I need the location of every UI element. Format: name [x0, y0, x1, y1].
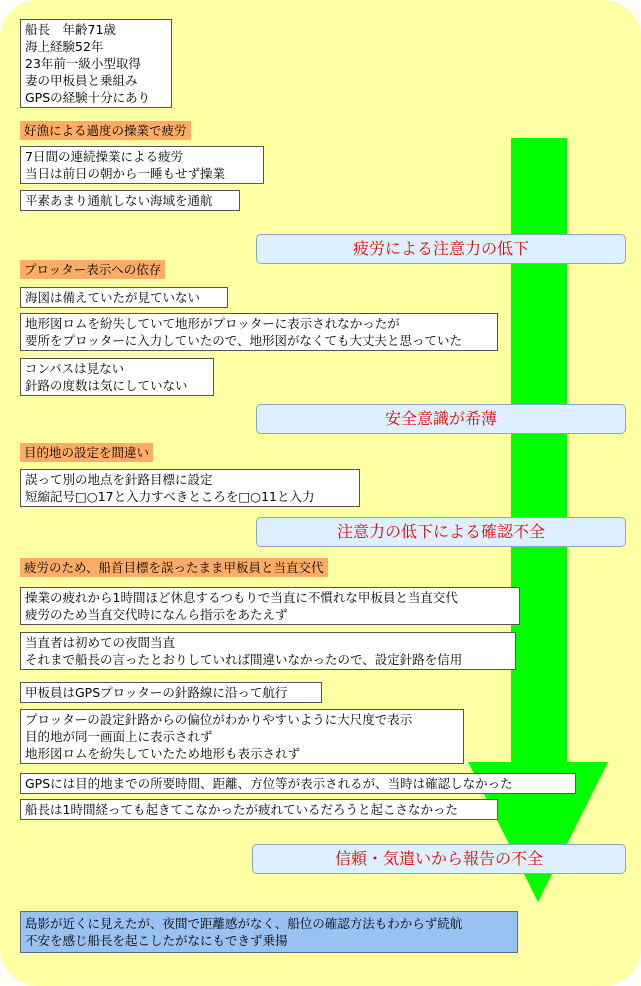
final-outcome-line: 島影が近くに見えたが、夜間で距離感がなく、船位の確認方法もわからず続航	[25, 916, 463, 931]
section4-box5	[20, 773, 576, 794]
section4-box2	[20, 632, 516, 670]
section4-header: 疲労のため、船首目標を誤ったまま甲板員と当直交代	[20, 558, 328, 577]
banner-confirmation-failure: 注意力の低下による確認不全	[256, 517, 626, 547]
section1-box2	[20, 190, 240, 211]
section4-box3	[20, 682, 322, 703]
final-outcome-line: 不安を感じ船長を起こしたがなにもできず乗揚	[25, 933, 288, 948]
profile-line: GPSの経験十分にあり	[25, 90, 151, 105]
section4-box3-line: 甲板員はGPSプロッターの針路線に沿って航行	[25, 685, 288, 700]
section2-box1-line: 海図は備えていたが見ていない	[25, 290, 201, 305]
section4-box2-line: 当直者は初めての夜間当直	[25, 635, 176, 650]
section3-box1	[20, 469, 360, 507]
profile-line: 船長 年齢71歳	[25, 22, 116, 37]
section2-box3	[20, 358, 214, 396]
section4-box2-line: それまで船長の言ったとおりしていれば間違いなかったので、設定針路を信用	[25, 652, 463, 667]
banner-fatigue-attention: 疲労による注意力の低下	[256, 234, 626, 264]
section2-box3-line: 針路の度数は気にしていない	[25, 378, 188, 393]
section4-box4-line: 地形図ロムを紛失していたため地形も表示されず	[25, 746, 301, 761]
section4-box1-line: 操業の疲れから1時間ほど休息するつもりで当直に不慣れな甲板員と当直交代	[25, 590, 458, 605]
section3-box1-line: 短縮記号□○17と入力すべきところを□○11と入力	[25, 489, 315, 504]
section2-box1	[20, 287, 228, 308]
profile-line: 海上経験52年	[25, 39, 104, 54]
section2-box2	[20, 313, 498, 351]
section1-box1-line: 7日間の連続操業による疲労	[25, 149, 183, 164]
section2-box2-line: 要所をプロッターに入力していたので、地形図がなくても大丈夫と思っていた	[25, 333, 463, 348]
section1-box1-line: 当日は前日の朝から一睡もせず操業	[25, 166, 226, 181]
section3-header: 目的地の設定を間違い	[20, 443, 153, 462]
section2-box2-line: 地形図ロムを紛失していて地形がプロッターに表示されなかったが	[25, 316, 400, 331]
banner-reporting-failure: 信頼・気遣いから報告の不全	[252, 844, 626, 874]
profile-box	[20, 19, 172, 108]
section4-box1	[20, 587, 520, 625]
section4-box1-line: 疲労のため当直交代時になんら指示をあたえず	[25, 607, 288, 622]
section4-box6	[20, 799, 498, 820]
section1-box2-line: 平素あまり通航しない海域を通航	[25, 193, 213, 208]
section1-box1	[20, 146, 264, 184]
section4-box4-line: 目的地が同一画面上に表示されず	[25, 729, 213, 744]
profile-line: 妻の甲板員と乗組み	[25, 73, 138, 88]
final-outcome-box	[20, 911, 518, 953]
section4-box6-line: 船長は1時間経っても起きてこなかったが疲れているだろうと起こさなかった	[25, 802, 458, 817]
section4-box5-line: GPSには目的地までの所要時間、距離、方位等が表示されるが、当時は確認しなかった	[25, 776, 513, 791]
section2-box3-line: コンパスは見ない	[25, 361, 125, 376]
section4-box4-line: プロッターの設定針路からの偏位がわかりやすいように大尺度で表示	[25, 712, 413, 727]
section1-header: 好漁による過度の操業で疲労	[20, 121, 191, 140]
section2-header: プロッター表示への依存	[20, 260, 165, 279]
profile-line: 23年前一級小型取得	[25, 56, 141, 71]
banner-safety-awareness: 安全意識が希薄	[256, 404, 626, 434]
section4-box4	[20, 709, 464, 764]
section3-box1-line: 誤って別の地点を針路目標に設定	[25, 472, 213, 487]
